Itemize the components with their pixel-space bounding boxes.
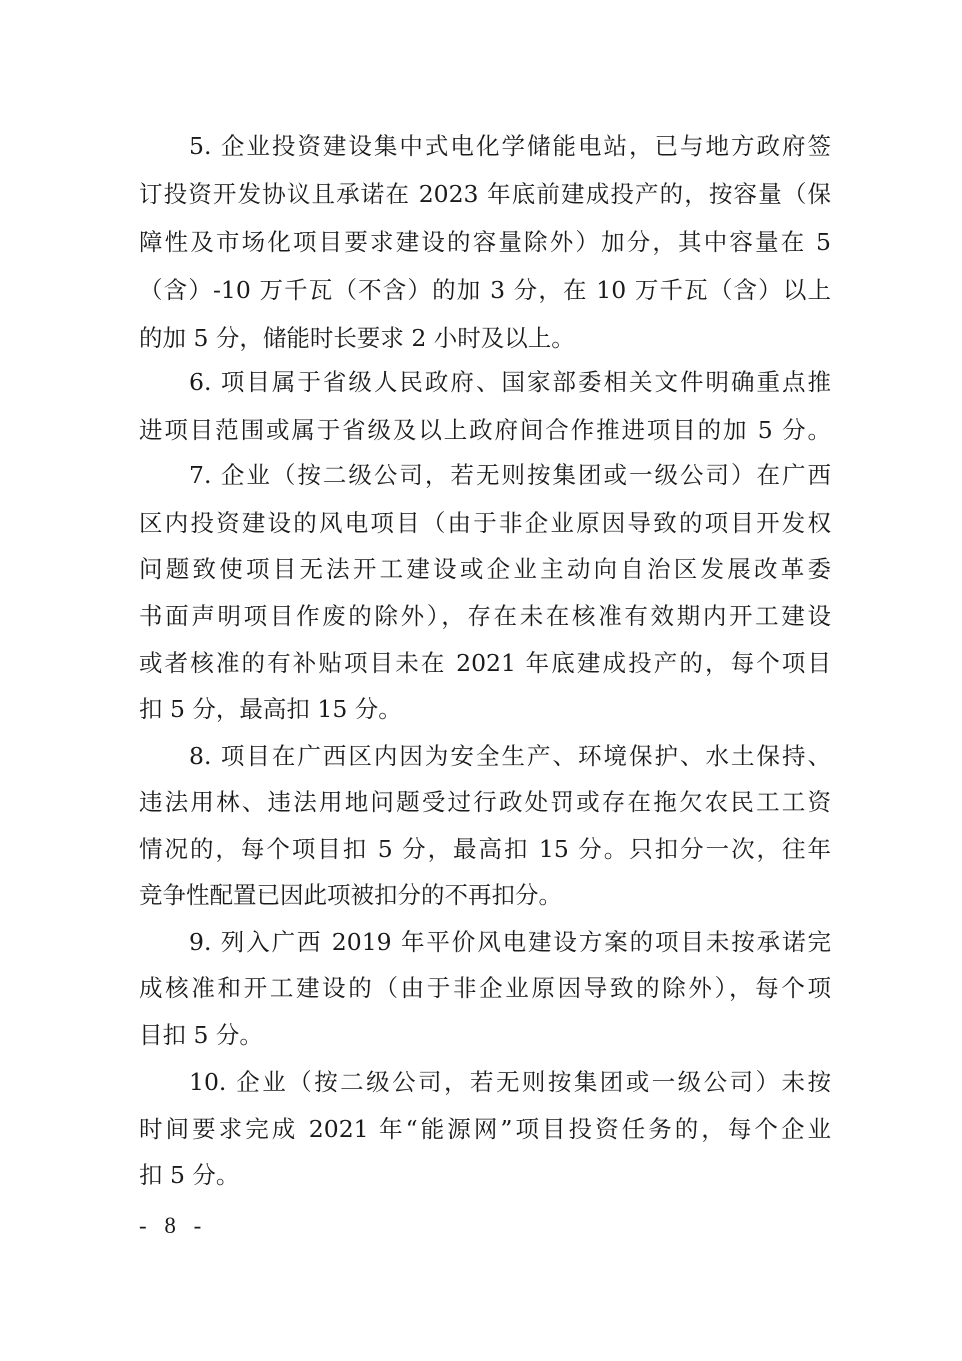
- text-line: 进项目范围或属于省级及以上政府间合作推进项目的加 5 分。: [139, 416, 831, 444]
- page-number: - 8 -: [139, 1213, 208, 1238]
- text-line: （含）-10 万千瓦（不含）的加 3 分，在 10 万千瓦（含）以上: [139, 276, 831, 304]
- text-line: 8. 项目在广西区内因为安全生产、环境保护、水土保持、: [189, 742, 831, 770]
- text-line: 障性及市场化项目要求建设的容量除外）加分，其中容量在 5: [139, 228, 831, 256]
- text-line: 区内投资建设的风电项目（由于非企业原因导致的项目开发权: [139, 509, 831, 537]
- text-line: 5. 企业投资建设集中式电化学储能电站，已与地方政府签: [189, 132, 831, 160]
- text-line: 成核准和开工建设的（由于非企业原因导致的除外），每个项: [139, 974, 831, 1002]
- text-line: 的加 5 分，储能时长要求 2 小时及以上。: [139, 324, 575, 352]
- text-line: 违法用林、违法用地问题受过行政处罚或存在拖欠农民工工资: [139, 788, 831, 816]
- text-line: 订投资开发协议且承诺在 2023 年底前建成投产的，按容量（保: [139, 180, 831, 208]
- text-line: 扣 5 分。: [139, 1161, 240, 1189]
- text-line: 竞争性配置已因此项被扣分的不再扣分。: [139, 881, 562, 909]
- text-line: 书面声明项目作废的除外），存在未在核准有效期内开工建设: [139, 602, 831, 630]
- text-line: 7. 企业（按二级公司，若无则按集团或一级公司）在广西: [189, 461, 831, 489]
- text-line: 问题致使项目无法开工建设或企业主动向自治区发展改革委: [139, 555, 831, 583]
- text-line: 扣 5 分，最高扣 15 分。: [139, 695, 402, 723]
- text-line: 或者核准的有补贴项目未在 2021 年底建成投产的，每个项目: [139, 649, 831, 677]
- text-line: 9. 列入广西 2019 年平价风电建设方案的项目未按承诺完: [189, 928, 831, 956]
- text-line: 情况的，每个项目扣 5 分，最高扣 15 分。只扣分一次，往年: [139, 835, 831, 863]
- text-line: 目扣 5 分。: [139, 1021, 263, 1049]
- text-line: 10. 企业（按二级公司，若无则按集团或一级公司）未按: [189, 1068, 831, 1096]
- text-line: 6. 项目属于省级人民政府、国家部委相关文件明确重点推: [189, 368, 831, 396]
- text-line: 时间要求完成 2021 年“能源网”项目投资任务的，每个企业: [139, 1115, 831, 1143]
